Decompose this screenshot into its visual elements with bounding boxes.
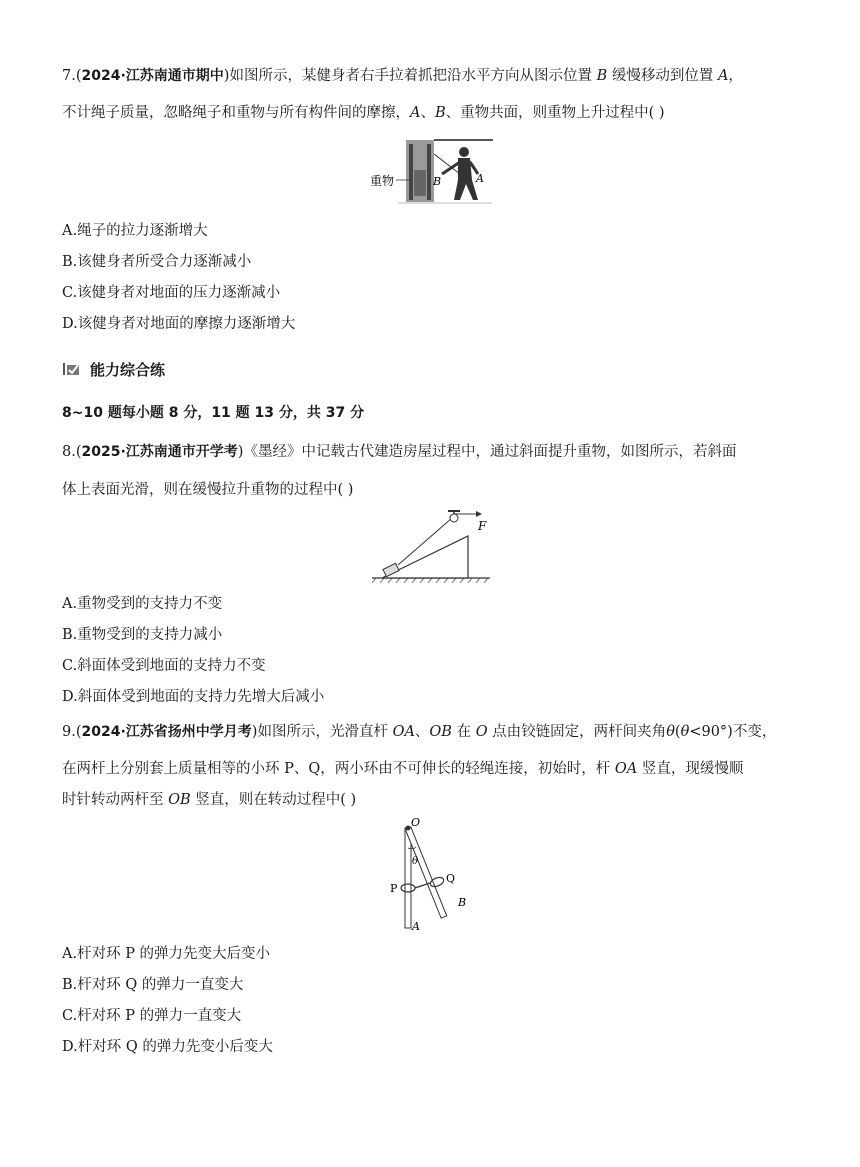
label-P: P [390,882,398,895]
q7-option-c: C.该健身者对地面的压力逐渐减小 [62,285,281,301]
q7-option-d: D.该健身者对地面的摩擦力逐渐增大 [62,316,296,332]
q9-stem-line3: 时针转动两杆至 OB 竖直，则在转动过程中( ) [62,792,357,808]
q8-option-d: D.斜面体受到地面的支持力先增大后减小 [62,689,325,705]
q7-stem-line1: 7.(2024·江苏南通市期中)如图所示，某健身者右手拉着抓把沿水平方向从图示位置 B 缓慢移动到位置 A， [62,68,743,84]
q9-option-b: B.杆对环 Q 的弹力一直变大 [62,977,244,993]
q8-option-c: C.斜面体受到地面的支持力不变 [62,658,266,674]
ground-hatch [372,578,488,583]
person-head [459,147,469,157]
q9-option-c: C.杆对环 P 的弹力一直变大 [62,1008,242,1024]
section-title: 能力综合练 [90,360,166,379]
q7-number: 7.( [62,68,82,84]
q9-option-a: A.杆对环 P 的弹力先变大后变小 [62,946,271,962]
label-B-rod: B [458,896,467,909]
q7-stem-line2: 不计绳子质量，忽略绳子和重物与所有构件间的摩擦，A、B、重物共面，则重物上升过程中( ) [62,105,665,121]
section-header [62,358,165,380]
force-arrow [476,511,482,517]
pulley [450,514,458,522]
label-A-rod: A [412,920,420,933]
q9-option-d: D.杆对环 Q 的弹力先变小后变大 [62,1039,273,1055]
q7-option-a: A.绳子的拉力逐渐增大 [62,223,208,239]
q9-stem-line2: 在两杆上分别套上质量相等的小环 P、Q，两小环由不可伸长的轻绳连接，初始时，杆 OA 竖直，现缓慢顺 [62,761,744,777]
q8-figure [368,508,494,586]
q9-source: 2024·江苏省扬州中学月考 [81,724,252,740]
score-line: 8~10 题每小题 8 分，11 题 13 分，共 37 分 [62,405,365,421]
q7-option-b: B.该健身者所受合力逐渐减小 [62,254,252,270]
q7-source: 2024·江苏南通市期中 [81,68,224,84]
label-A: A [476,172,484,185]
q7-figure [368,130,498,206]
q8-stem-line1: 8.(2025·江苏南通市开学考)《墨经》中记载古代建造房屋过程中，通过斜面提升重物，如图所示，若斜面 [62,444,737,460]
q8-stem-line2: 体上表面光滑，则在缓慢拉升重物的过程中( ) [62,482,354,498]
weight-stack [414,170,426,196]
q8-option-b: B.重物受到的支持力减小 [62,627,223,643]
q8-option-a: A.重物受到的支持力不变 [62,596,223,612]
label-theta: θ [412,856,419,867]
rod-OA [405,828,411,928]
label-weight: 重物 [370,174,395,188]
q8-source: 2025·江苏南通市开学考 [81,444,238,460]
checklist-icon [62,361,82,377]
q9-figure [385,816,485,934]
label-F: F [478,519,487,533]
label-Q: Q [446,872,456,885]
label-B: B [433,175,442,188]
label-O: O [411,816,421,829]
hinge-O [406,826,411,831]
q9-stem-line1: 9.(2024·江苏省扬州中学月考)如图所示，光滑直杆 OA、OB 在 O 点由铰链固定，两杆间夹角θ(θ<90°)不变， [62,724,777,740]
